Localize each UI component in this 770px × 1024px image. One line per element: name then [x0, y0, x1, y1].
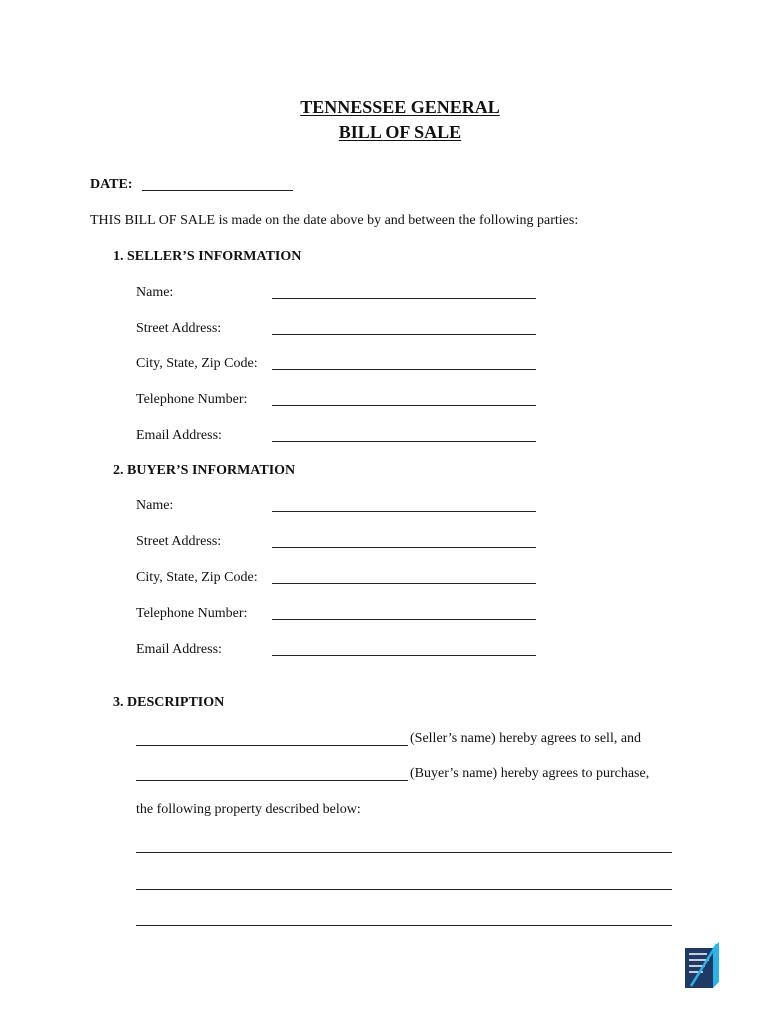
seller-email-field[interactable] — [272, 441, 536, 442]
seller-name-field[interactable] — [272, 298, 536, 299]
buyer-city-label: City, State, Zip Code: — [136, 570, 258, 585]
seller-heading: 1. SELLER’S INFORMATION — [113, 249, 302, 264]
intro-text: THIS BILL OF SALE is made on the date above by and between the following parties: — [90, 213, 579, 228]
buyer-heading: 2. BUYER’S INFORMATION — [113, 463, 296, 478]
buyer-email-label: Email Address: — [136, 642, 222, 657]
seller-agree-text: (Seller’s name) hereby agrees to sell, and — [410, 731, 642, 746]
seller-street-label: Street Address: — [136, 321, 222, 336]
seller-street-field[interactable] — [272, 334, 536, 335]
buyer-phone-field[interactable] — [272, 619, 536, 620]
buyer-city-field[interactable] — [272, 583, 536, 584]
seller-phone-label: Telephone Number: — [136, 392, 248, 407]
document-logo-icon — [683, 938, 719, 990]
buyer-name-label: Name: — [136, 498, 174, 513]
property-line-3[interactable] — [136, 925, 672, 926]
seller-phone-field[interactable] — [272, 405, 536, 406]
document-title-line-1: TENNESSEE GENERAL — [300, 97, 500, 117]
seller-city-field[interactable] — [272, 369, 536, 370]
buyer-agree-text: (Buyer’s name) hereby agrees to purchase, — [410, 766, 650, 781]
property-text: the following property described below: — [136, 802, 361, 817]
description-heading: 3. DESCRIPTION — [113, 695, 225, 710]
seller-name-blank[interactable] — [136, 745, 408, 746]
seller-name-label: Name: — [136, 285, 174, 300]
buyer-street-label: Street Address: — [136, 534, 222, 549]
buyer-name-field[interactable] — [272, 511, 536, 512]
document-title-line-2: BILL OF SALE — [338, 122, 462, 142]
buyer-phone-label: Telephone Number: — [136, 606, 248, 621]
seller-city-label: City, State, Zip Code: — [136, 356, 258, 371]
property-line-2[interactable] — [136, 889, 672, 890]
buyer-street-field[interactable] — [272, 547, 536, 548]
date-field[interactable] — [142, 190, 293, 191]
property-line-1[interactable] — [136, 852, 672, 853]
seller-email-label: Email Address: — [136, 428, 222, 443]
date-label: DATE: — [90, 177, 133, 192]
buyer-email-field[interactable] — [272, 655, 536, 656]
buyer-name-blank[interactable] — [136, 780, 408, 781]
